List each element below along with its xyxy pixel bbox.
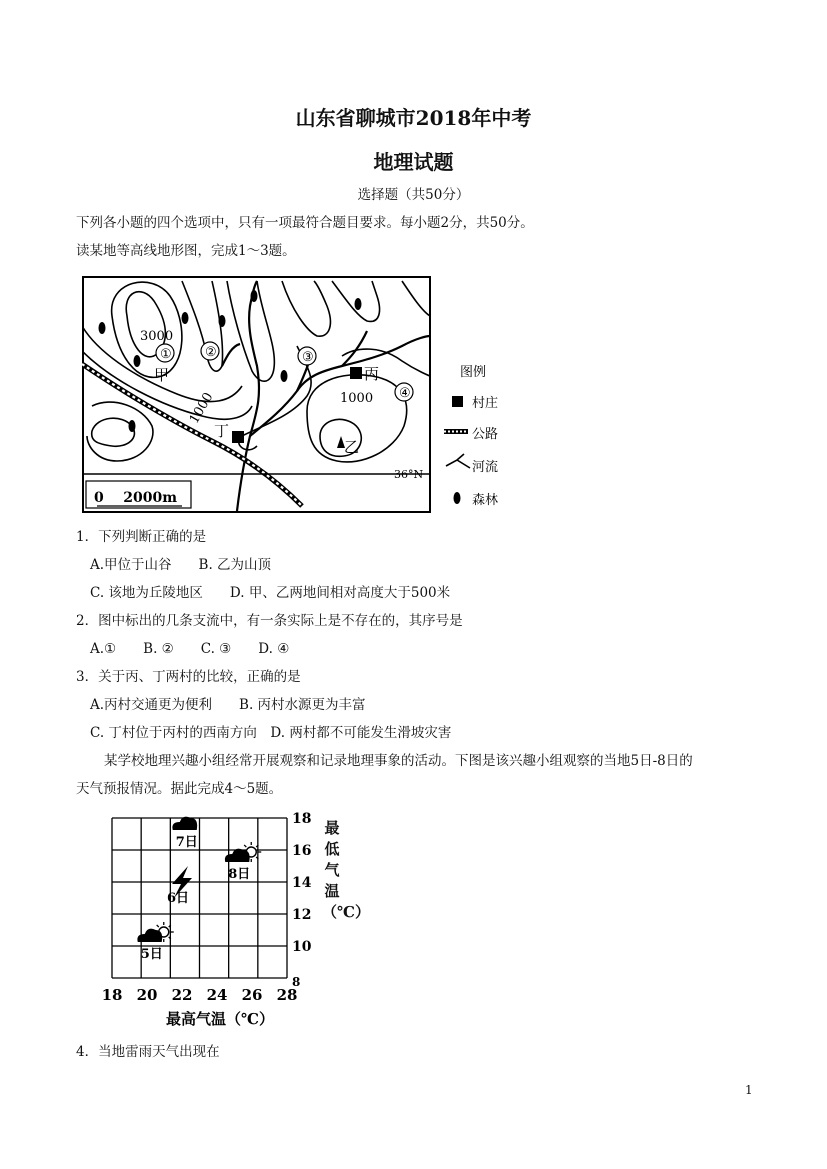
x-tick-label: 28 — [276, 986, 298, 1004]
legend-village: 村庄 — [472, 396, 499, 411]
legend-village-icon — [452, 396, 463, 407]
page-number: 1 — [745, 1083, 753, 1097]
legend-forest: 森林 — [472, 493, 499, 508]
tributary-2-label: ② — [205, 345, 217, 360]
question-1-options-line-1: A.甲位于山谷 B. 乙为山顶 — [90, 557, 272, 573]
contour-1000-label-east: 1000 — [340, 391, 374, 406]
y-tick-label: 12 — [292, 907, 312, 923]
x-tick-label: 20 — [136, 986, 158, 1004]
place-yi-label: 乙 — [344, 438, 360, 456]
tributary-3-label: ③ — [302, 350, 314, 365]
question-1-options-line-2: C. 该地为丘陵地区 D. 甲、乙两地间相对高度大于500米 — [90, 585, 451, 601]
y-tick-label: 14 — [292, 875, 312, 891]
partly-cloudy-icon — [225, 842, 261, 862]
day-label: 7日 — [175, 835, 198, 850]
instruction-1: 下列各小题的四个选项中，只有一项最符合题目要求。每小题2分，共50分。 — [76, 215, 534, 231]
chart-grid — [112, 818, 287, 978]
village-bing-marker — [350, 367, 362, 379]
legend-title: 图例 — [460, 365, 487, 380]
scale-label: 0 2000m — [94, 490, 178, 506]
latitude-label: 36°N — [394, 468, 424, 481]
instruction-2: 读某地等高线地形图，完成1～3题。 — [76, 243, 296, 259]
legend-river: 河流 — [472, 460, 499, 475]
legend-forest-icon — [454, 492, 461, 504]
partly-cloudy-icon — [137, 922, 173, 942]
legend-river-icon — [446, 454, 470, 468]
exam-title: 山东省聊城市2018年中考 — [295, 106, 532, 130]
x-tick-label: 26 — [241, 986, 263, 1004]
cloudy-icon — [172, 817, 197, 830]
day-label: 5日 — [140, 947, 163, 962]
contour-3000-label: 3000 — [140, 329, 174, 344]
contour-map — [82, 276, 512, 516]
road — [82, 364, 302, 506]
question-3-options-line-1: A.丙村交通更为便利 B. 丙村水源更为丰富 — [90, 697, 366, 713]
day-label: 8日 — [228, 867, 251, 882]
passage-line-1: 某学校地理兴趣小组经常开展观察和记录地理事象的活动。下图是该兴趣小组观察的当地5日-8日的 — [104, 753, 693, 769]
exam-subtitle: 地理试题 — [373, 150, 454, 174]
legend-road: 公路 — [472, 427, 499, 442]
day-label: 6日 — [166, 891, 190, 906]
place-bing-label: 丙 — [364, 365, 380, 383]
y-tick-label: 10 — [292, 939, 312, 955]
x-tick-label: 24 — [206, 986, 228, 1004]
question-3-stem: 3．关于丙、丁两村的比较，正确的是 — [76, 669, 301, 685]
section-heading: 选择题（共50分） — [357, 187, 470, 203]
contour-1000-label-west: 1000 — [186, 390, 217, 427]
question-2-options: A.① B. ② C. ③ D. ④ — [90, 641, 290, 657]
question-2-stem: 2．图中标出的几条支流中，有一条实际上是不存在的，其序号是 — [76, 613, 463, 629]
y-tick-label: 8 — [292, 975, 301, 989]
tributary-4-label: ④ — [399, 386, 411, 401]
place-ding-label: 丁 — [214, 422, 230, 440]
x-tick-label: 22 — [171, 986, 193, 1004]
x-tick-label: 18 — [101, 986, 123, 1004]
question-3-options-line-2: C. 丁村位于丙村的西南方向 D. 两村都不可能发生滑坡灾害 — [90, 725, 452, 741]
passage-line-2: 天气预报情况。据此完成4～5题。 — [76, 781, 283, 797]
place-jia-label: 甲 — [154, 366, 170, 384]
village-ding-marker — [232, 431, 244, 443]
question-1-stem: 1．下列判断正确的是 — [76, 529, 207, 545]
y-tick-label: 18 — [292, 811, 312, 827]
tributary-1-label: ① — [160, 347, 172, 362]
weather-chart — [100, 810, 370, 1035]
question-4-stem: 4．当地雷雨天气出现在 — [76, 1044, 220, 1060]
y-tick-label: 16 — [292, 843, 312, 859]
y-axis-label: 最低气温（℃） — [322, 819, 370, 921]
x-axis-label: 最高气温（℃） — [166, 1010, 274, 1028]
